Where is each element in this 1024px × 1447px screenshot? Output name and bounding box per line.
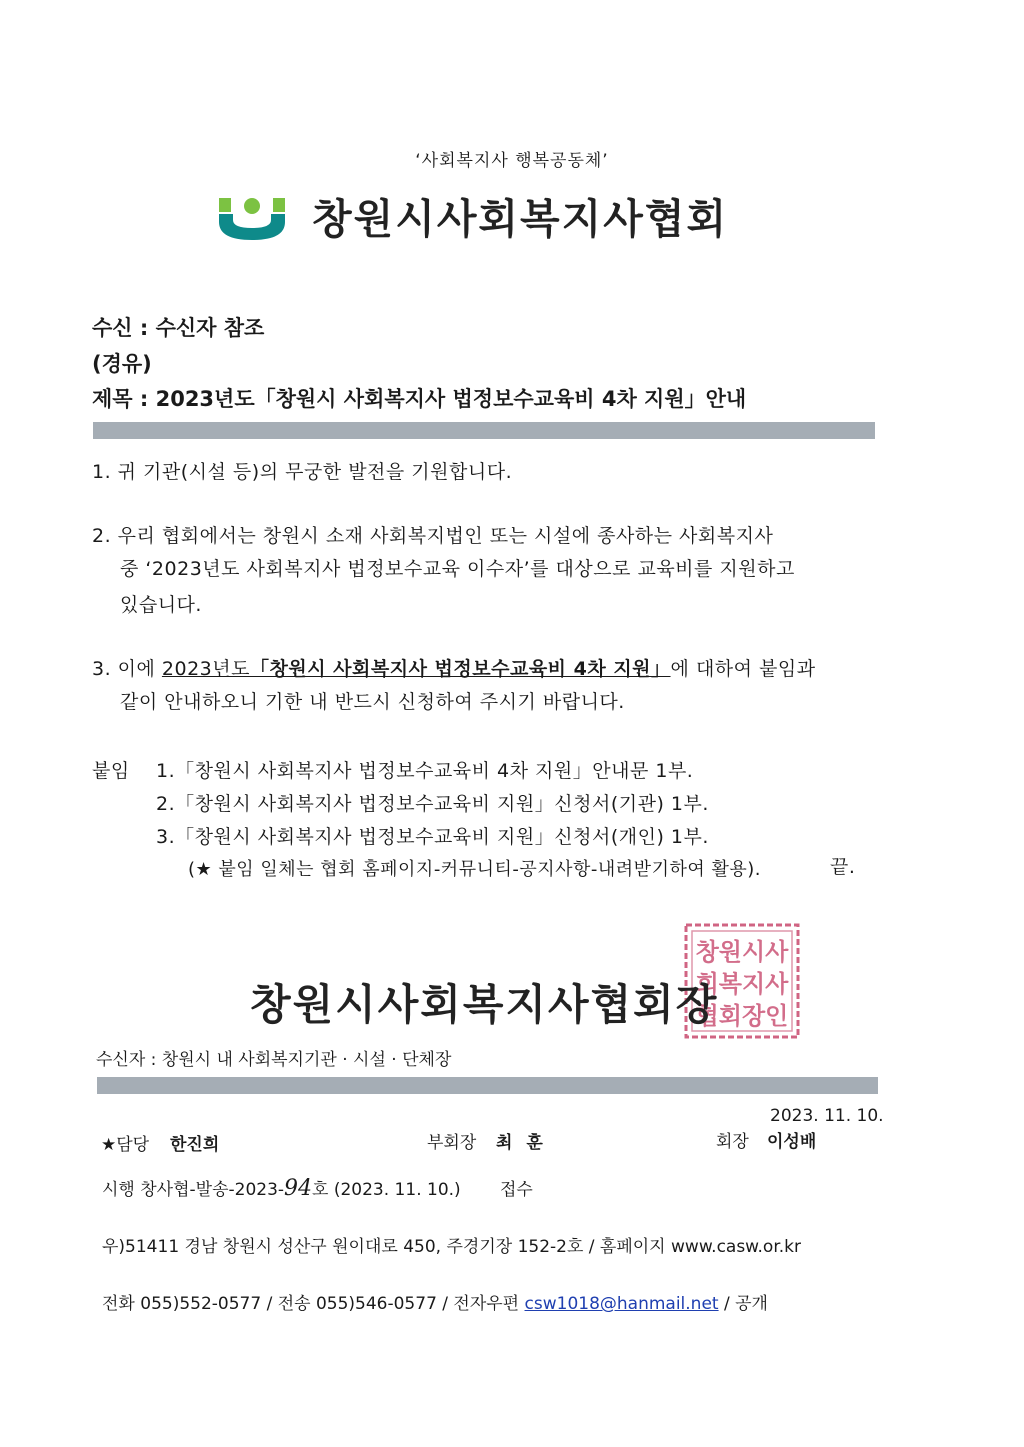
paragraph-3-year: 2023년도 xyxy=(161,658,250,680)
paragraph-3-prefix: 3. 이에 xyxy=(92,658,162,680)
recipient-line: 수신 : 수신자 참조 xyxy=(92,316,265,340)
end-mark: 끝. xyxy=(830,856,856,878)
paragraph-3-suffix: 에 대하여 붙임과 xyxy=(670,658,816,680)
seal-line-3: 협회장인 xyxy=(695,1001,789,1030)
enforcement-suffix: 호 (2023. 11. 10.) xyxy=(312,1180,461,1200)
document-date: 2023. 11. 10. xyxy=(770,1106,884,1126)
enforcement-prefix: 시행 창사협-발송-2023- xyxy=(102,1180,285,1200)
recipients-line: 수신자 : 창원시 내 사회복지기관 · 시설 · 단체장 xyxy=(96,1050,452,1070)
via-line: (경유) xyxy=(92,352,152,376)
contact-suffix: / 공개 xyxy=(718,1294,768,1314)
association-logo-icon xyxy=(219,190,285,240)
manager-label: ★담당 xyxy=(101,1135,150,1155)
address-line: 우)51411 경남 창원시 성산구 원이대로 450, 주경기장 152-2호 / 홈페이지 www.casw.or.kr xyxy=(102,1237,802,1257)
seal-line-2: 회복지사 xyxy=(695,969,789,998)
seal-line-1: 창원시사 xyxy=(695,937,789,966)
paragraph-2-line-1: 2. 우리 협회에서는 창원시 소재 사회복지법인 또는 시설에 종사하는 사회복지사 xyxy=(92,525,774,547)
vice-president-label: 부회장 xyxy=(427,1133,477,1153)
manager-name: 한진희 xyxy=(170,1135,220,1155)
attachment-note: (★ 붙임 일체는 협회 홈페이지-커뮤니티-공지사항-내려받기하여 활용). xyxy=(188,859,761,880)
organization-name: 창원시사회복지사협회 xyxy=(312,195,729,243)
footer-divider xyxy=(97,1077,878,1094)
receipt-label: 접수 xyxy=(500,1180,533,1200)
attachment-item-2: 2.「창원시 사회복지사 법정보수교육비 지원」신청서(기관) 1부. xyxy=(156,793,709,815)
subject-line: 제목 : 2023년도「창원시 사회복지사 법정보수교육비 4차 지원」안내 xyxy=(92,387,747,411)
paragraph-3-line-2: 같이 안내하오니 기한 내 반드시 신청하여 주시기 바랍니다. xyxy=(120,691,625,713)
contact-phone: 전화 055)552-0577 / 전송 055)546-0577 / 전자우편 xyxy=(102,1294,525,1314)
paragraph-2-line-3: 있습니다. xyxy=(120,594,202,616)
vice-president-name: 최 훈 xyxy=(496,1133,547,1153)
paragraph-3-program: 「창원시 사회복지사 법정보수교육비 4차 지원」 xyxy=(249,658,671,680)
attachment-label: 붙임 xyxy=(92,760,130,782)
enforcement-number: 94 xyxy=(284,1176,313,1201)
attachment-item-3: 3.「창원시 사회복지사 법정보수교육비 지원」신청서(개인) 1부. xyxy=(156,826,709,848)
contact-line xyxy=(102,1289,768,1314)
paragraph-2-line-2: 중 ‘2023년도 사회복지사 법정보수교육 이수자’를 대상으로 교육비를 지원하고 xyxy=(120,558,795,580)
paragraph-1: 1. 귀 기관(시설 등)의 무궁한 발전을 기원합니다. xyxy=(92,461,513,483)
enforcement-line xyxy=(102,1175,461,1201)
sender-title: 창원시사회복지사협회장 xyxy=(250,980,719,1029)
email-link[interactable]: csw1018@hanmail.net xyxy=(524,1294,719,1314)
attachment-item-1: 1.「창원시 사회복지사 법정보수교육비 4차 지원」안내문 1부. xyxy=(156,760,694,782)
president-label: 회장 xyxy=(716,1132,749,1152)
header-divider xyxy=(93,422,875,439)
paragraph-3-line-1 xyxy=(92,654,816,681)
slogan: ‘사회복지사 행복공동체’ xyxy=(415,151,609,171)
president-name: 이성배 xyxy=(767,1132,817,1152)
